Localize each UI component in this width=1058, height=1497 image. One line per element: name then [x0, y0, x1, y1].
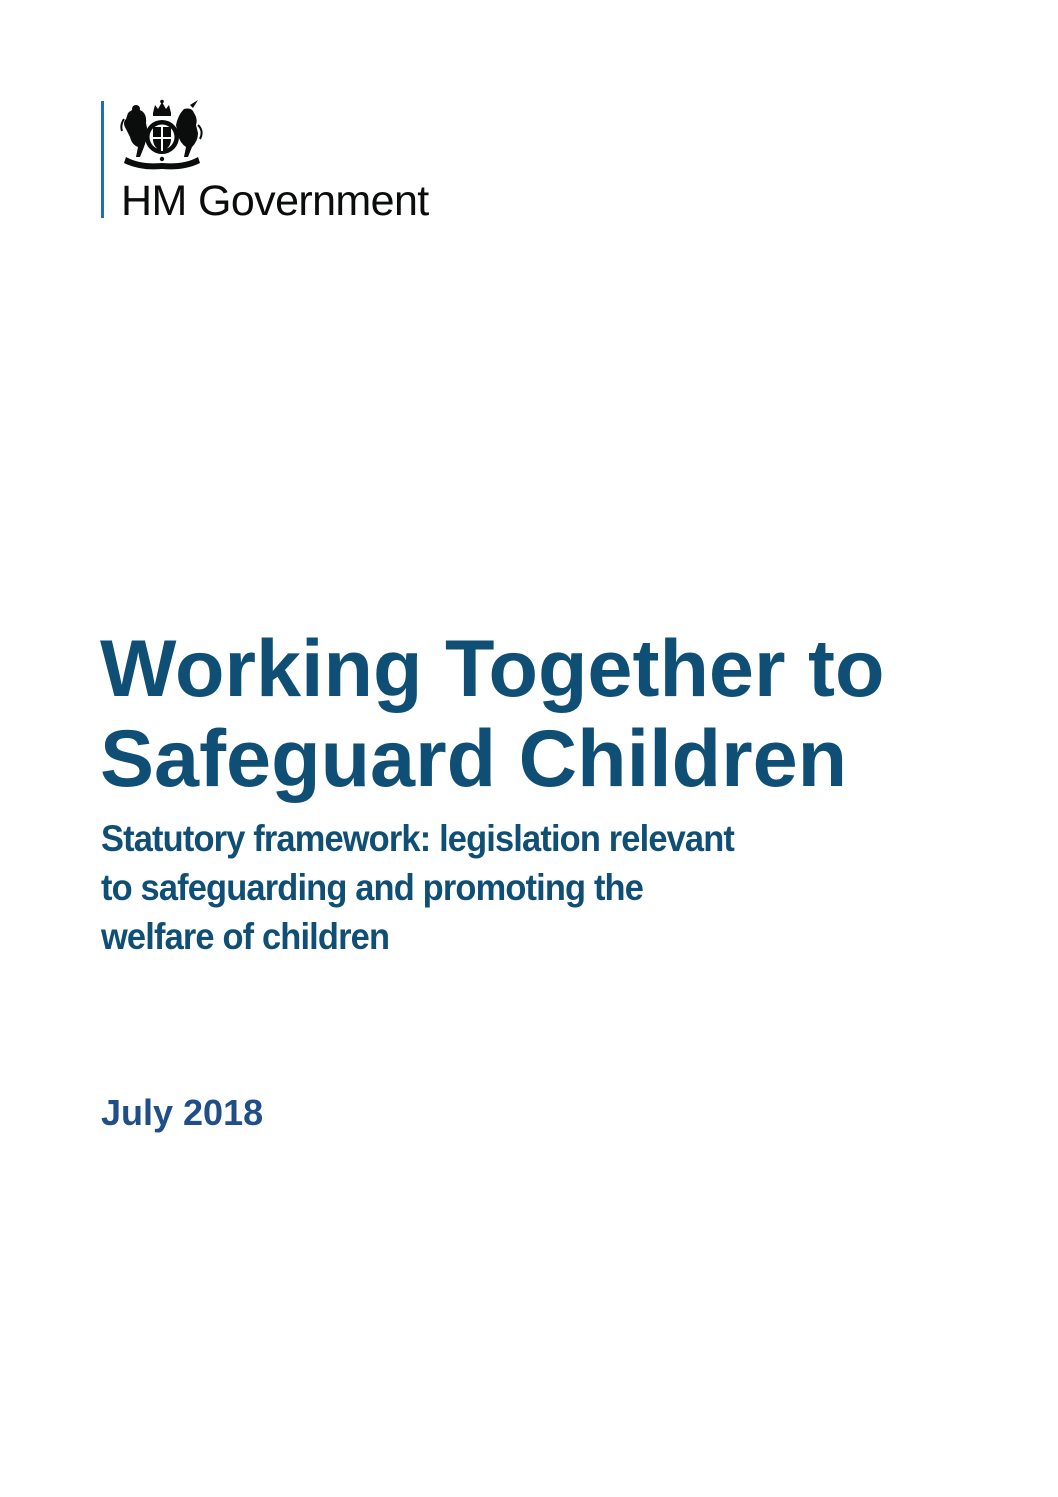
title-line: Safeguard Children — [100, 714, 848, 804]
document-subtitle — [101, 814, 734, 961]
title-line: Working Together to — [100, 624, 885, 714]
publication-date: July 2018 — [101, 1092, 264, 1133]
subtitle-line: Statutory framework: legislation relevant — [101, 818, 735, 859]
logo-divider-bar — [101, 101, 104, 218]
royal-coat-of-arms-icon — [120, 99, 204, 173]
org-name: HM Government — [121, 177, 429, 225]
subtitle-line: welfare of children — [101, 916, 390, 957]
document-title — [100, 624, 884, 804]
subtitle-line: to safeguarding and promoting the — [101, 867, 644, 908]
